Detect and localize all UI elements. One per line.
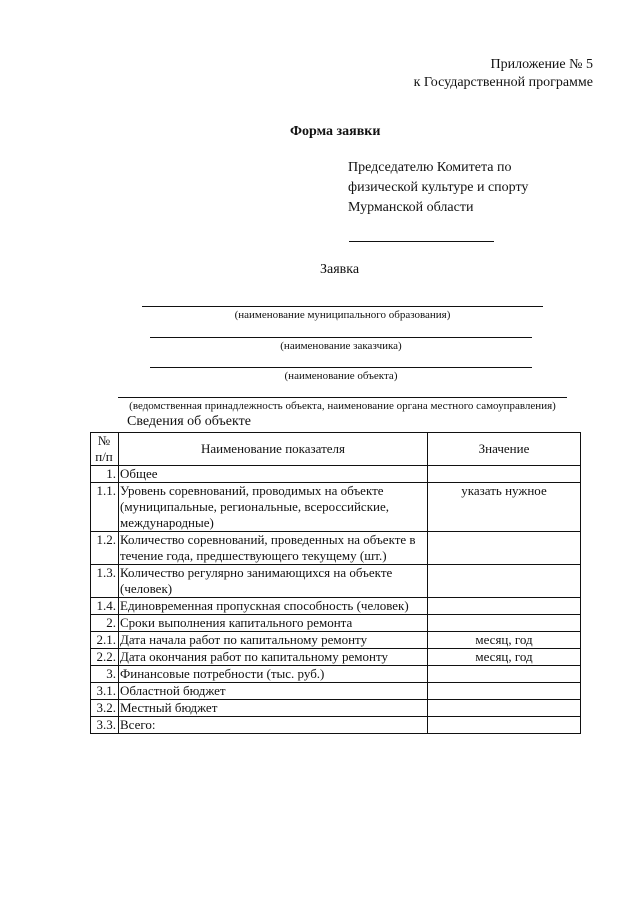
row-number: 3.2. — [91, 700, 119, 717]
row-value-cell[interactable] — [428, 565, 581, 598]
department-caption: (ведомственная принадлежность объекта, наименование органа местного самоуправления) — [129, 400, 556, 412]
table-row — [91, 666, 581, 683]
addressee-block — [348, 158, 528, 218]
row-number: 1.3. — [91, 565, 119, 598]
row-number: 2.1. — [91, 632, 119, 649]
row-indicator-name: Количество соревнований, проведенных на объекте в течение года, предшествующего текущему (шт.) — [119, 532, 428, 565]
object-caption: (наименование объекта) — [284, 370, 398, 382]
table-row — [91, 532, 581, 565]
row-indicator-name: Всего: — [119, 717, 428, 734]
municipality-blank[interactable] — [142, 306, 543, 307]
table-row — [91, 649, 581, 666]
table-row — [91, 466, 581, 483]
table-row — [91, 565, 581, 598]
row-number: 1.4. — [91, 598, 119, 615]
table-row — [91, 598, 581, 615]
table-row — [91, 483, 581, 532]
row-number: 3.3. — [91, 717, 119, 734]
addressee-line-3: Мурманской области — [348, 200, 474, 215]
table-row — [91, 632, 581, 649]
row-value-cell[interactable] — [428, 717, 581, 734]
row-value-cell[interactable] — [428, 532, 581, 565]
row-value-cell[interactable] — [428, 598, 581, 615]
row-value-cell[interactable] — [428, 683, 581, 700]
row-number: 2.2. — [91, 649, 119, 666]
row-number: 2. — [91, 615, 119, 632]
row-indicator-name: Единовременная пропускная способность (человек) — [119, 598, 428, 615]
appendix-line-1: Приложение № 5 — [490, 57, 593, 72]
row-value-cell[interactable]: месяц, год — [428, 632, 581, 649]
header-num: № п/п — [91, 433, 119, 466]
table-row — [91, 683, 581, 700]
municipality-caption: (наименование муниципального образования) — [234, 309, 451, 321]
row-number: 1. — [91, 466, 119, 483]
row-indicator-name: Местный бюджет — [119, 700, 428, 717]
row-value-cell[interactable]: указать нужное — [428, 483, 581, 532]
appendix-line-2: к Государственной программе — [413, 75, 593, 90]
row-indicator-name: Уровень соревнований, проводимых на объекте (муниципальные, региональные, всероссийские, международные) — [119, 483, 428, 532]
row-indicator-name: Дата окончания работ по капитальному ремонту — [119, 649, 428, 666]
customer-caption: (наименование заказчика) — [280, 340, 402, 352]
row-value-cell[interactable] — [428, 700, 581, 717]
row-number: 1.1. — [91, 483, 119, 532]
row-number: 1.2. — [91, 532, 119, 565]
object-info-table — [90, 432, 581, 734]
row-indicator-name: Количество регулярно занимающихся на объекте (человек) — [119, 565, 428, 598]
form-title: Форма заявки — [290, 124, 381, 139]
table-row — [91, 615, 581, 632]
table-row — [91, 700, 581, 717]
addressee-line-1: Председателю Комитета по — [348, 160, 512, 175]
table-row — [91, 717, 581, 734]
object-blank[interactable] — [150, 367, 532, 368]
row-value-cell[interactable] — [428, 666, 581, 683]
header-name: Наименование показателя — [119, 433, 428, 466]
row-indicator-name: Дата начала работ по капитальному ремонту — [119, 632, 428, 649]
table-header-row — [91, 433, 581, 466]
row-value-cell[interactable] — [428, 615, 581, 632]
row-value-cell[interactable] — [428, 466, 581, 483]
header-value: Значение — [428, 433, 581, 466]
addressee-name-blank[interactable] — [349, 241, 494, 242]
appendix-header — [414, 56, 593, 92]
row-indicator-name: Сроки выполнения капитального ремонта — [119, 615, 428, 632]
department-blank[interactable] — [118, 397, 567, 398]
object-info-title: Сведения об объекте — [127, 414, 251, 429]
row-number: 3.1. — [91, 683, 119, 700]
row-value-cell[interactable]: месяц, год — [428, 649, 581, 666]
row-indicator-name: Общее — [119, 466, 428, 483]
row-indicator-name: Финансовые потребности (тыс. руб.) — [119, 666, 428, 683]
row-indicator-name: Областной бюджет — [119, 683, 428, 700]
customer-blank[interactable] — [150, 337, 532, 338]
application-heading: Заявка — [320, 262, 360, 277]
addressee-line-2: физической культуре и спорту — [348, 180, 529, 195]
row-number: 3. — [91, 666, 119, 683]
